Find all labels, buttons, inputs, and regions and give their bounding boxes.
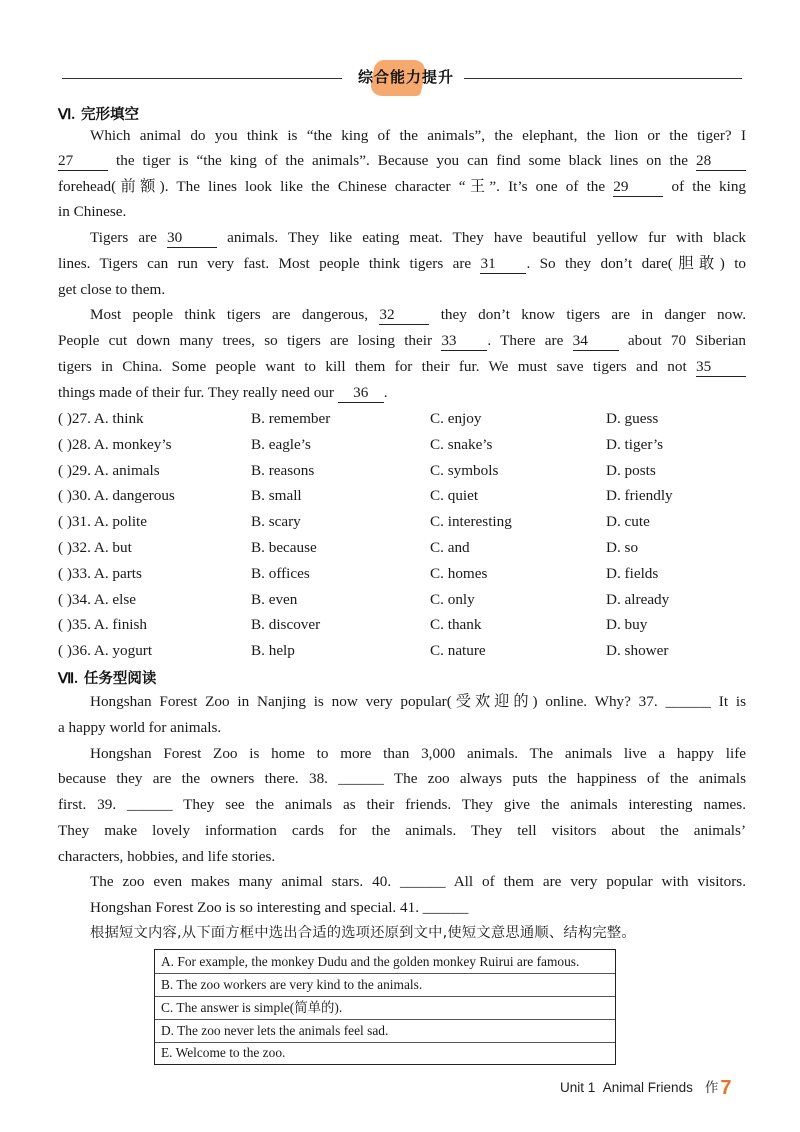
- option-row-35: [58, 614, 758, 636]
- choices-box: [154, 949, 616, 1065]
- option-34-c[interactable]: C. only: [430, 591, 475, 608]
- blank-35[interactable]: 35: [696, 358, 746, 377]
- blank-31[interactable]: 31: [480, 255, 526, 274]
- option-33-d[interactable]: D. fields: [606, 565, 659, 582]
- option-27-a[interactable]: ( )27. A. think: [58, 410, 144, 427]
- page-number: 7: [720, 1077, 732, 1099]
- choice-divider: [155, 996, 615, 997]
- option-31-c[interactable]: C. interesting: [430, 513, 512, 530]
- choice-e[interactable]: E. Welcome to the zoo.: [161, 1045, 286, 1060]
- cloze-p3-line3: tigers in China. Some people want to kill them for their fur. We must save tigers and not 35: [58, 357, 746, 377]
- option-row-31: [58, 511, 758, 533]
- choice-a[interactable]: A. For example, the monkey Dudu and the golden monkey Ruirui are famous.: [161, 954, 580, 969]
- section-7-title: 任务型阅读: [83, 671, 157, 687]
- option-29-c[interactable]: C. symbols: [430, 462, 499, 479]
- blank-36[interactable]: 36: [338, 384, 384, 403]
- option-28-c[interactable]: C. snake’s: [430, 436, 493, 453]
- option-31-b[interactable]: B. scary: [251, 513, 301, 530]
- header-rule-left: [62, 78, 342, 79]
- option-36-a[interactable]: ( )36. A. yogurt: [58, 642, 153, 659]
- option-row-29: [58, 460, 758, 482]
- reading-p4-line1: Hongshan Forest Zoo is so interesting and special. 41. ______: [90, 899, 469, 916]
- option-36-d[interactable]: D. shower: [606, 642, 669, 659]
- cloze-p3-line4: things made of their fur. They really need our 36 .: [58, 384, 388, 401]
- option-35-c[interactable]: C. thank: [430, 616, 482, 633]
- option-31-a[interactable]: ( )31. A. polite: [58, 513, 148, 530]
- option-30-d[interactable]: D. friendly: [606, 487, 673, 504]
- blank-30[interactable]: 30: [167, 229, 217, 248]
- option-27-c[interactable]: C. enjoy: [430, 410, 482, 427]
- option-33-b[interactable]: B. offices: [251, 565, 310, 582]
- option-32-b[interactable]: B. because: [251, 539, 317, 556]
- option-29-d[interactable]: D. posts: [606, 462, 656, 479]
- option-row-33: [58, 563, 758, 585]
- reading-p3-line1: The zoo even makes many animal stars. 40. ______ All of them are very popular with visitors.: [90, 873, 746, 890]
- choice-divider: [155, 973, 615, 974]
- section-7-heading: [58, 667, 156, 688]
- choice-divider: [155, 1019, 615, 1020]
- reading-p2-line1: Hongshan Forest Zoo is home to more than 3,000 animals. The animals live a happy life: [90, 745, 746, 762]
- choice-d[interactable]: D. The zoo never lets the animals feel sad.: [161, 1023, 389, 1038]
- cloze-p1-line3: forehead(前额). The lines look like the Chinese character “王”. It’s one of the 29 of the king: [58, 178, 747, 195]
- choice-b[interactable]: B. The zoo workers are very kind to the animals.: [161, 977, 423, 992]
- option-36-c[interactable]: C. nature: [430, 642, 486, 659]
- header-rule-right: [464, 78, 742, 79]
- option-31-d[interactable]: D. cute: [606, 513, 650, 530]
- option-35-d[interactable]: D. buy: [606, 616, 648, 633]
- option-34-b[interactable]: B. even: [251, 591, 298, 608]
- cloze-p3-line1: Most people think tigers are dangerous, 32 they don’t know tigers are in danger now.: [90, 306, 747, 323]
- blank-28[interactable]: 28: [696, 152, 746, 171]
- page-footer: [560, 1076, 731, 1100]
- reading-p1-line2: a happy world for animals.: [58, 719, 222, 736]
- section-6-number: Ⅵ.: [58, 107, 75, 123]
- blank-29[interactable]: 29: [613, 178, 663, 197]
- option-34-d[interactable]: D. already: [606, 591, 670, 608]
- reading-p1-line1: Hongshan Forest Zoo in Nanjing is now very popular(受欢迎的) online. Why? 37. ______ It is: [90, 693, 746, 710]
- cloze-p1-line4: in Chinese.: [58, 203, 127, 220]
- cloze-p2-line2: lines. Tigers can run very fast. Most people think tigers are 31 . So they don’t dare(胆敢) to: [58, 255, 747, 272]
- option-row-27: [58, 408, 758, 430]
- option-27-b[interactable]: B. remember: [251, 410, 331, 427]
- reading-p2-line2: because they are the owners there. 38. ______ The zoo always puts the happiness of the animals: [58, 770, 746, 787]
- option-row-30: [58, 485, 758, 507]
- option-row-34: [58, 589, 758, 611]
- option-28-a[interactable]: ( )28. A. monkey’s: [58, 436, 172, 453]
- cloze-p1-line1: Which animal do you think is “the king of the animals”, the elephant, the lion or the tiger? I: [90, 127, 746, 144]
- reading-p2-line3: first. 39. ______ They see the animals as their friends. They give the animals interesting names.: [58, 796, 746, 813]
- option-27-d[interactable]: D. guess: [606, 410, 659, 427]
- option-32-a[interactable]: ( )32. A. but: [58, 539, 132, 556]
- option-32-c[interactable]: C. and: [430, 539, 470, 556]
- option-33-c[interactable]: C. homes: [430, 565, 488, 582]
- option-29-b[interactable]: B. reasons: [251, 462, 315, 479]
- option-35-b[interactable]: B. discover: [251, 616, 321, 633]
- option-28-b[interactable]: B. eagle’s: [251, 436, 311, 453]
- option-33-a[interactable]: ( )33. A. parts: [58, 565, 142, 582]
- choice-c[interactable]: C. The answer is simple(简单的).: [161, 1000, 343, 1015]
- footer-unit-title: Animal Friends: [602, 1080, 693, 1095]
- instruction-text: 根据短文内容,从下面方框中选出合适的选项还原到文中,使短文意思通顺、结构完整。: [90, 925, 636, 941]
- header-title: 综合能力提升: [357, 68, 454, 86]
- option-36-b[interactable]: B. help: [251, 642, 295, 659]
- option-30-c[interactable]: C. quiet: [430, 487, 479, 504]
- option-row-36: [58, 640, 758, 662]
- option-34-a[interactable]: ( )34. A. else: [58, 591, 137, 608]
- blank-27[interactable]: 27: [58, 152, 108, 171]
- cloze-p2-line3: get close to them.: [58, 281, 166, 298]
- footer-section-label: 作: [704, 1080, 719, 1096]
- blank-32[interactable]: 32: [379, 306, 429, 325]
- option-32-d[interactable]: D. so: [606, 539, 639, 556]
- cloze-p1-line2: 27 the tiger is “the king of the animals”. Because you can find some black lines on the 28: [58, 151, 746, 171]
- footer-unit: Unit 1: [560, 1080, 596, 1095]
- section-6-heading: [58, 103, 139, 124]
- reading-p2-line4: They make lovely information cards for the animals. They tell visitors about the animals’: [58, 822, 746, 839]
- blank-33[interactable]: 33: [441, 332, 487, 351]
- option-28-d[interactable]: D. tiger’s: [606, 436, 664, 453]
- option-35-a[interactable]: ( )35. A. finish: [58, 616, 148, 633]
- reading-p2-line5: characters, hobbies, and life stories.: [58, 848, 276, 865]
- option-row-32: [58, 537, 758, 559]
- section-6-title: 完形填空: [81, 107, 139, 123]
- option-row-28: [58, 434, 758, 456]
- option-29-a[interactable]: ( )29. A. animals: [58, 462, 160, 479]
- option-30-b[interactable]: B. small: [251, 487, 302, 504]
- cloze-p2-line1: Tigers are 30 animals. They like eating meat. They have beautiful yellow fur with black: [90, 229, 746, 246]
- blank-34[interactable]: 34: [573, 332, 619, 351]
- section-7-number: Ⅶ.: [58, 671, 78, 687]
- option-30-a[interactable]: ( )30. A. dangerous: [58, 487, 175, 504]
- cloze-p3-line2: People cut down many trees, so tigers are losing their 33 . There are 34 about 70 Siberian: [58, 332, 747, 349]
